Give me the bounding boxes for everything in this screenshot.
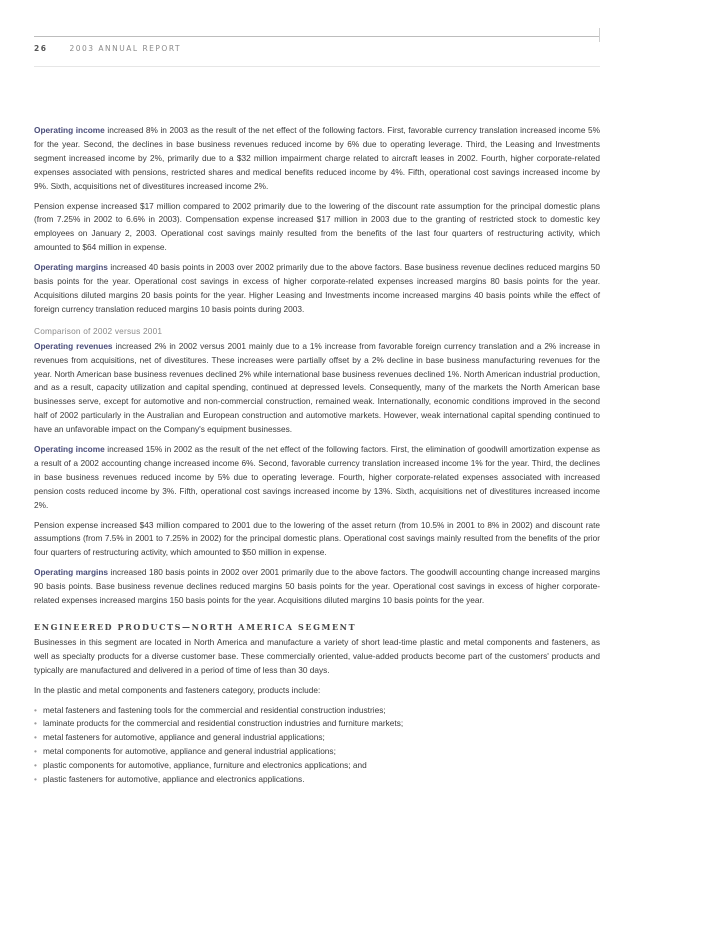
list-item-text: laminate products for the commercial and residential construction industries and furniture markets; [43, 718, 404, 729]
segment-paragraph: In the plastic and metal components and fasteners category, products include: [34, 684, 321, 695]
paragraph-operating-revenues-2002 [34, 340, 600, 437]
segment-paragraph: Businesses in this segment are located in North America and manufacture a variety of short lead-time plastic and metal components and fasteners, as well as specialty products for a diverse customer base. These commercially oriented, value-added products become part of the customers' products and typically are manufactured and delivered in a period of time of less than 30 days. [34, 636, 600, 675]
bullet-icon: • [34, 704, 37, 715]
page-number: 26 [34, 44, 48, 53]
bullet-icon: • [34, 718, 37, 729]
paragraph-operating-income-2003 [34, 124, 600, 194]
list-item [34, 704, 600, 718]
paragraph-operating-income-2002 [34, 443, 600, 513]
bullet-icon: • [34, 774, 37, 785]
segment-heading: ENGINEERED PRODUCTS—NORTH AMERICA SEGMENT [34, 622, 357, 632]
paragraph-text: increased 180 basis points in 2002 over 2001 primarily due to the above factors. The goodwill accounting change increased margins 90 basis points. Base business revenue declines reduced margins 50 basis points for the year. Operational cost savings in excess of higher corporate-related expenses increased margins 150 basis points for the year. Acquisitions diluted margins 10 basis points for the year. [34, 567, 600, 606]
list-item [34, 773, 600, 787]
header-bottom-rule [34, 66, 600, 67]
bullet-icon: • [34, 760, 37, 771]
list-item [34, 745, 600, 759]
report-title: 2003 ANNUAL REPORT [69, 44, 182, 53]
list-item-text: plastic components for automotive, appliance, furniture and electronics applications; and [43, 760, 367, 771]
paragraph-text: Pension expense increased $43 million compared to 2001 due to the lowering of the asset return (from 10.5% in 2001 to 8% in 2002) and discount rate assumptions (from 7.5% in 2001 to 7.25% in 2002) for the principal domestic plans. Operational cost savings mainly resulted from the benefits of the prior four quarters of restructuring activity, which amounted to $50 million in expense. [34, 519, 600, 558]
paragraph-operating-margins-2003 [34, 261, 600, 317]
header-top-rule [34, 36, 600, 37]
list-item-text: metal fasteners for automotive, appliance and general industrial applications; [43, 732, 325, 743]
lead-term: Operating margins [34, 262, 108, 273]
lead-term: Operating margins [34, 567, 108, 578]
lead-term: Operating income [34, 125, 105, 135]
paragraph-text: increased 40 basis points in 2003 over 2002 primarily due to the above factors. Base business revenue declines reduced margins 50 basis points for the year. Operational cost savings in excess of higher corporate-related expenses increased margins 80 basis points for the year. Acquisitions diluted margins 20 basis points for the year. Higher Leasing and Investments income increased margins 40 basis points while the effect of foreign currency translation reduced margins 10 basis points during 2003. [34, 262, 600, 314]
bullet-icon: • [34, 746, 37, 757]
lead-term: Operating income [34, 444, 105, 455]
paragraph-text: increased 8% in 2003 as the result of the net effect of the following factors. First, favorable currency translation increased income 5% for the year. Second, the declines in base business revenues reduced income by 6% due to operating leverage. Third, the Leasing and Investments segment increased income by 2%, primarily due to a $32 million impairment charge related to aircraft leases in 2002. Fourth, higher corporate-related expenses associated with pensions, restricted shares and medical benefits reduced income by 4%. Fifth, operational cost savings increased income by 9%. Sixth, acquisitions net of divestitures increased income 2%. [34, 125, 600, 191]
paragraph-text: increased 15% in 2002 as the result of the net effect of the following factors. First, the elimination of goodwill amortization expense as a result of a 2002 accounting change increased income 6%. Second, favorable currency translation increased income 1% for the year. Third, the declines in base business revenues reduced income by 5% due to operating leverage. Fourth, higher corporate-related expenses associated with increased pension costs reduced income by 3%. Fifth, operational cost savings increased income by 13%. Sixth, acquisitions net of divestitures increased income 2%. [34, 444, 600, 510]
lead-term: Operating revenues [34, 340, 113, 351]
paragraph-pension-2002 [34, 519, 600, 561]
paragraph-pension-2003 [34, 200, 600, 256]
comparison-heading: Comparison of 2002 versus 2001 [34, 325, 163, 336]
list-item-text: metal components for automotive, appliance and general industrial applications; [43, 746, 336, 757]
list-item-text: metal fasteners and fastening tools for the commercial and residential construction industries; [43, 704, 386, 715]
document-body [34, 124, 600, 787]
list-item [34, 759, 600, 773]
page-header [34, 44, 181, 53]
paragraph-text: Pension expense increased $17 million compared to 2002 primarily due to the lowering of the discount rate assumption for the principal domestic plans (from 7.25% in 2002 to 6.6% in 2003). Compensation expense increased $17 million in 2003 due to the granting of restricted stock to domestic key employees on January 2, 2003. Operational cost savings mainly resulted from the benefits of the last four quarters of restructuring activity, which amounted to $64 million in expense. [34, 200, 600, 253]
paragraph-operating-margins-2002 [34, 566, 600, 608]
product-list [34, 704, 600, 787]
paragraph-text: increased 2% in 2002 versus 2001 mainly due to a 1% increase from favorable foreign currency translation and a 2% increase in revenues from acquisitions, net of divestitures. These increases were partially offset by a 2% decline in base business manufacturing revenues for the year. North American base business revenues declined 2% while international base business revenues declined 1%. North American industrial production, and as a result, capacity utilization and capital spending, continued at depressed levels. Consequently, many of the markets the North American base businesses serve, except for automotive and non-commercial construction, remained weak. Internationally, economic conditions improved in the second half of 2002 particularly in the Australian and European construction and automotive markets. However, weak international capital spending continued to have an unfavorable impact on the Company's equipment businesses. [34, 340, 600, 435]
list-item-text: plastic fasteners for automotive, appliance and electronics applications. [43, 774, 305, 785]
list-item [34, 731, 600, 745]
bullet-icon: • [34, 732, 37, 743]
header-vertical-rule [599, 28, 600, 42]
list-item [34, 717, 600, 731]
